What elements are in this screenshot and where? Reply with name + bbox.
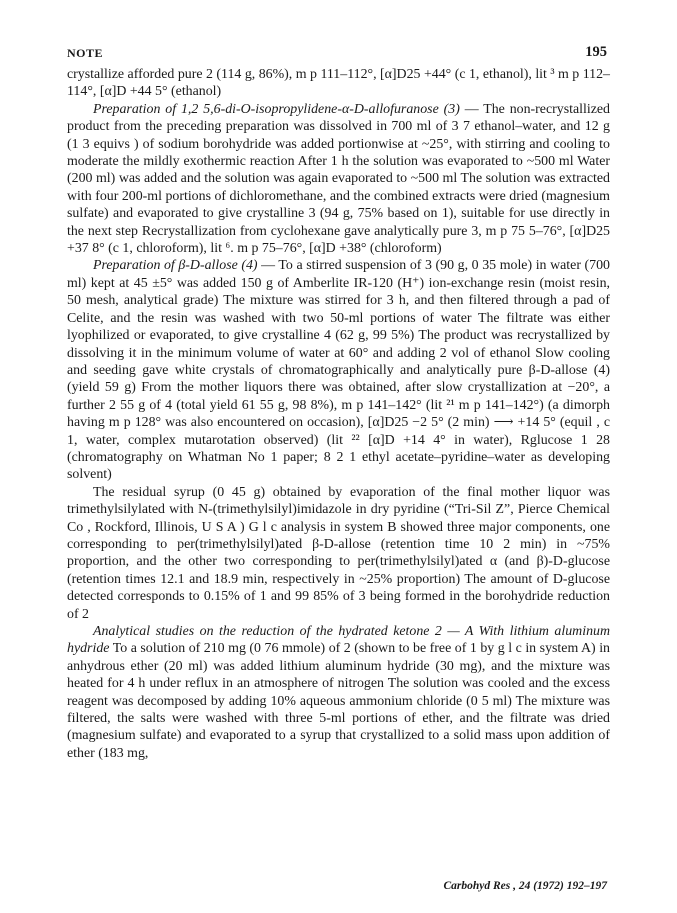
paragraph-preparation-4 — [67, 257, 610, 483]
page-number: 195 — [585, 44, 607, 60]
paragraph-preparation-3-text: — The non-recrystallized product from the preceding preparation was dissolved in 700 ml of 3 7 ethanol–water, and 12 g (1 3 equivs ) of sodium borohydride was added portionwise at ~25°, with stirring and cooling to moderate the mildly exothermic reaction After 1 h the solution was evaporated to ~500 ml Water (200 ml) was added and the solution was again evaporated to ~500 ml The solution was extracted with four 200-ml portions of dichloromethane, and the combined extracts were dried (magnesium sulfate) and evaporated to give crystalline 3 (94 g, 75% based on 1), suitable for use directly in the next step Recrystallization from cyclohexane gave analytically pure 3, m p 75 5–76°, [α]D25 +37 8° (c 1, chloroform), lit ⁶. m p 75–76°, [α]D +38° (chloroform) — [67, 101, 610, 257]
body-text — [67, 66, 610, 762]
paragraph-preparation-4-text: — To a stirred suspension of 3 (90 g, 0 35 mole) in water (700 ml) kept at 45 ±5° was added 150 g of Amberlite IR-120 (H⁺) ion-exchange resin (moist resin, 50 mesh, analytical grade) The mixture was stirred for 3 h, and then filtered through a pad of Celite, and the resin was washed with two 50-ml portions of water The filtrate was either lyophilized or evaporated, to give crystalline 4 (62 g, 99 5%) The product was recrystallized by dissolving it in the minimum volume of water at 60° and adding 2 vol of ethanol Slow cooling and seeding gave white crystals of chromatographically and analytically pure β-D-allose (4) (yield 59 g) From the mother liquors there was obtained, after slow crystallization at −20°, a further 2 55 g of 4 (total yield 61 55 g, 98 8%), m p 141–142° (lit ²¹ m p 141–142°) (a dimorph having m p 128° was also encountered on occasion), [α]D25 −2 5° (2 min) ⟶ +14 5° (equil , c 1, water, complex mutarotation observed) (lit ²² [α]D +14 4° in water), Rglucose 1 28 (chromatography on Whatman No 1 paper; 8 2 1 ethyl acetate–pyridine–water as developing solvent) — [67, 258, 610, 483]
subheading-preparation-4: Preparation of β-D-allose (4) — [93, 258, 258, 274]
paragraph-preparation-3 — [67, 101, 610, 258]
paragraph-analytical-studies-text: To a solution of 210 mg (0 76 mmole) of 2 (shown to be free of 1 by g l c in system A) in anhydrous ether (20 ml) was added lithium aluminum hydride (30 mg), and the mixture was heated for 4 h under reflux in an atmosphere of nitrogen The solution was cooled and the excess reagent was decomposed by adding 10% aqueous ammonium chloride (0 5 ml) The mixture was filtered, the salts were washed with three 5-ml portions of ether, and the filtrate was dried (magnesium sulfate) and evaporated to a syrup that crystallized to a solid mass upon addition of ether (183 mg, — [67, 641, 610, 761]
paragraph-continuation: crystallize afforded pure 2 (114 g, 86%), m p 111–112°, [α]D25 +44° (c 1, ethanol), lit ³ m p 112–114°, [α]D +44 5° (ethanol) — [67, 67, 610, 100]
paragraph-analytical-studies — [67, 623, 610, 762]
subheading-preparation-3: Preparation of 1,2 5,6-di-O-isopropylidene-α-D-allofuranose (3) — [93, 101, 460, 117]
subheading-analytical-studies: Analytical studies on the reduction of the hydrated ketone 2 — A With lithium aluminum hydride — [67, 624, 610, 657]
running-header-section: NOTE — [67, 46, 104, 60]
paragraph-residual-syrup: The residual syrup (0 45 g) obtained by evaporation of the final mother liquor was trimethylsilylated with N-(trimethylsilyl)imidazole in dry pyridine (“Tri-Sil Z”, Pierce Chemical Co , Rockford, Illinois, U S A ) G l c analysis in system B showed three major components, one corresponding to per(trimethylsilyl)ated β-D-allose (retention time 10 2 min) in ~75% proportion, and the other two corresponding to per(trimethylsilyl)ated α (and β)-D-glucose (retention times 12.1 and 18.9 min, respectively in ~25% proportion) The amount of D-glucose detected corresponds to 0.15% of 1 and 99 85% of 3 being formed in the borohydride reduction of 2 — [67, 484, 610, 622]
journal-citation-footer: Carbohyd Res , 24 (1972) 192–197 — [443, 880, 607, 892]
